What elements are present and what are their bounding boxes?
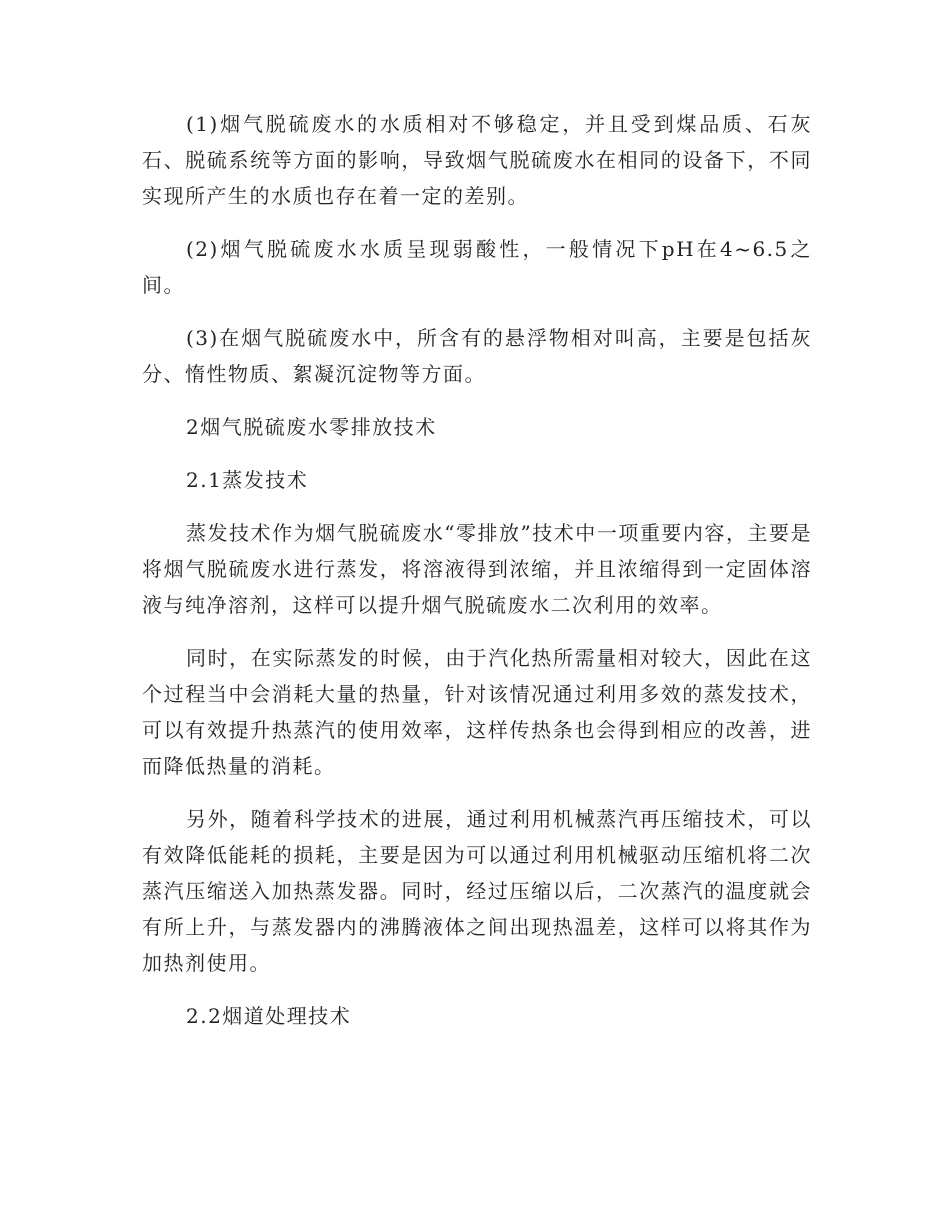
- paragraph-suspended-solids: (3)在烟气脱硫废水中，所含有的悬浮物相对叫高，主要是包括灰分、惰性物质、絮凝沉淀物等方面。: [142, 326, 812, 386]
- subsection-heading-flue-treatment: 2.2烟道处理技术: [186, 1004, 352, 1028]
- paragraph-evaporation-intro: 蒸发技术作为烟气脱硫废水“零排放”技术中一项重要内容，主要是将烟气脱硫废水进行蒸发，将溶液得到浓缩，并且浓缩得到一定固体溶液与纯净溶剂，这样可以提升烟气脱硫废水二次利用的效率。: [142, 521, 812, 617]
- paragraph-water-quality-unstable: (1)烟气脱硫废水的水质相对不够稳定，并且受到煤品质、石灰石、脱硫系统等方面的影响，导致烟气脱硫废水在相同的设备下，不同实现所产生的水质也存在着一定的差别。: [142, 112, 812, 208]
- subsection-heading-evaporation: 2.1蒸发技术: [186, 468, 309, 492]
- paragraph-mechanical-vapor-recompression: 另外，随着科学技术的进展，通过利用机械蒸汽再压缩技术，可以有效降低能耗的损耗，主要是因为可以通过利用机械驱动压缩机将二次蒸汽压缩送入加热蒸发器。同时，经过压缩以后，二次蒸汽的温度就会有所上升，与蒸发器内的沸腾液体之间出现热温差，这样可以将其作为加热剂使用。: [142, 807, 812, 975]
- section-heading-zero-discharge: 2烟气脱硫废水零排放技术: [186, 415, 437, 439]
- document-body: [142, 106, 812, 1051]
- paragraph-weak-acidity: (2)烟气脱硫废水水质呈现弱酸性，一般情况下pH在4~6.5之间。: [142, 237, 812, 297]
- paragraph-multi-effect-evaporation: 同时，在实际蒸发的时候，由于汽化热所需量相对较大，因此在这个过程当中会消耗大量的热量，针对该情况通过利用多效的蒸发技术，可以有效提升热蒸汽的使用效率，这样传热条也会得到相应的改善，进而降低热量的消耗。: [142, 646, 812, 778]
